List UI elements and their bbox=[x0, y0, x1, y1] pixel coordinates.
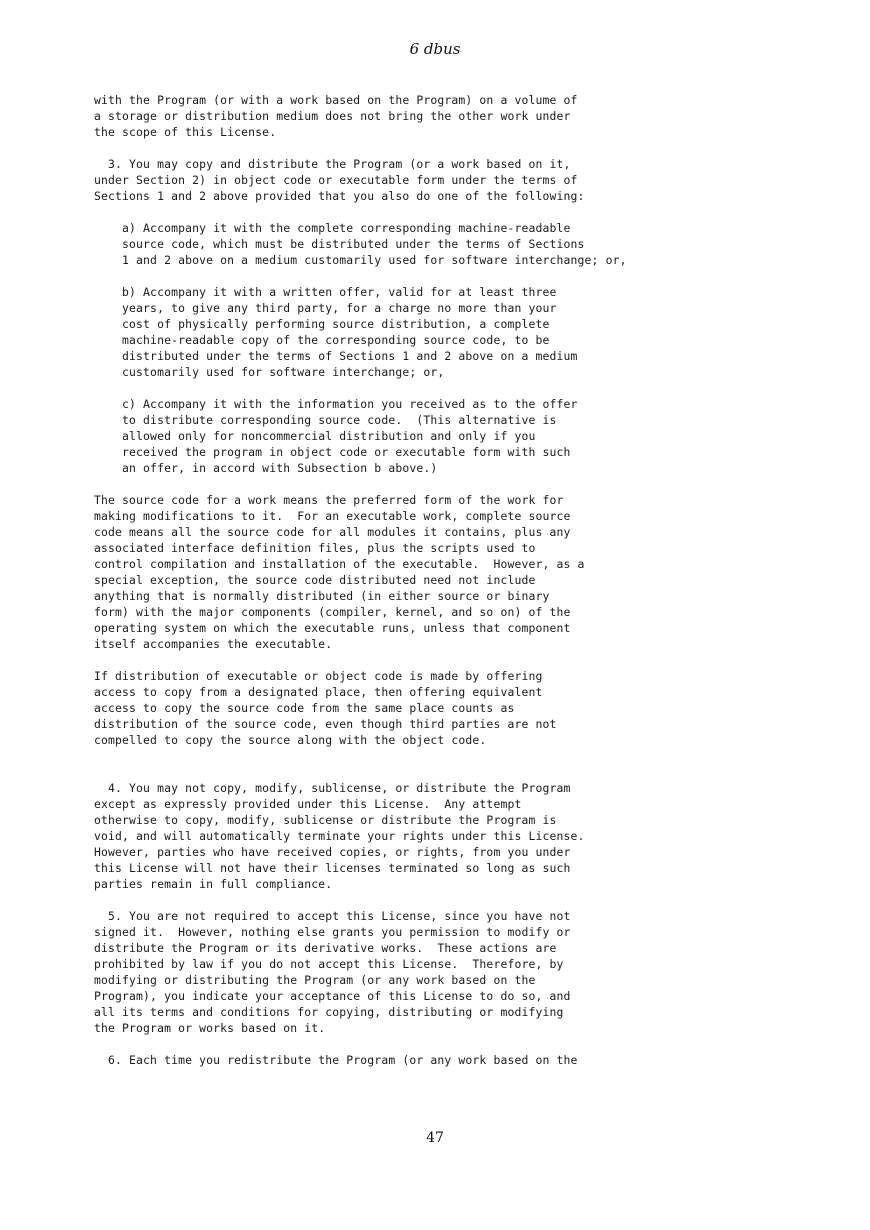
license-text: with the Program (or with a work based on the Program) on a volume of a storage or distribution medium does not bring the other work under the scope of this License. 3. You may copy and distribute the Program (or a work based on it, under Section 2) in object code or executable form under the terms of Sections 1 and 2 above provided that you also do one of the following: a) Accompany it with the complete corresponding machine-readable source code, which must be distributed under the terms of Sections 1 and 2 above on a medium customarily used for software interchange; or, b) Accompany it with a written offer, valid for at least three years, to give any third party, for a charge no more than your cost of physically performing source distribution, a complete machine-readable copy of the corresponding source code, to be distributed under the terms of Sections 1 and 2 above on a medium customarily used for software interchange; or, c) Accompany it with the information you received as to the offer to distribute corresponding source code. (This alternative is allowed only for noncommercial distribution and only if you received the program in object code or executable form with such an offer, in accord with Subsection b above.) The source code for a work means the preferred form of the work for making modifications to it. For an executable work, complete source code means all the source code for all modules it contains, plus any associated interface definition files, plus the scripts used to control compilation and installation of the executable. However, as a special exception, the source code distributed need not include anything that is normally distributed (in either source or binary form) with the major components (compiler, kernel, and so on) of the operating system on which the executable runs, unless that component itself accompanies the executable. If distribution of executable or object code is made by offering access to copy from a designated place, then offering equivalent access to copy the source code from the same place counts as distribution of the source code, even though third parties are not compelled to copy the source along with the object code. 4. You may not copy, modify, sublicense, or distribute the Program except as expressly provided under this License. Any attempt otherwise to copy, modify, sublicense or distribute the Program is void, and will automatically terminate your rights under this License. However, parties who have received copies, or rights, from you under this License will not have their licenses terminated so long as such parties remain in full compliance. 5. You are not required to accept this License, since you have not signed it. However, nothing else grants you permission to modify or distribute the Program or its derivative works. These actions are prohibited by law if you do not accept this License. Therefore, by modifying or distributing the Program (or any work based on the Program), you indicate your acceptance of this License to do so, and all its terms and conditions for copying, distributing or modifying the Program or works based on it. 6. Each time you redistribute the Program (or any work based on the bbox=[94, 93, 627, 1067]
running-head: 6 dbus bbox=[409, 40, 461, 58]
license-text-block bbox=[94, 92, 814, 1068]
page-number: 47 bbox=[426, 1130, 444, 1146]
